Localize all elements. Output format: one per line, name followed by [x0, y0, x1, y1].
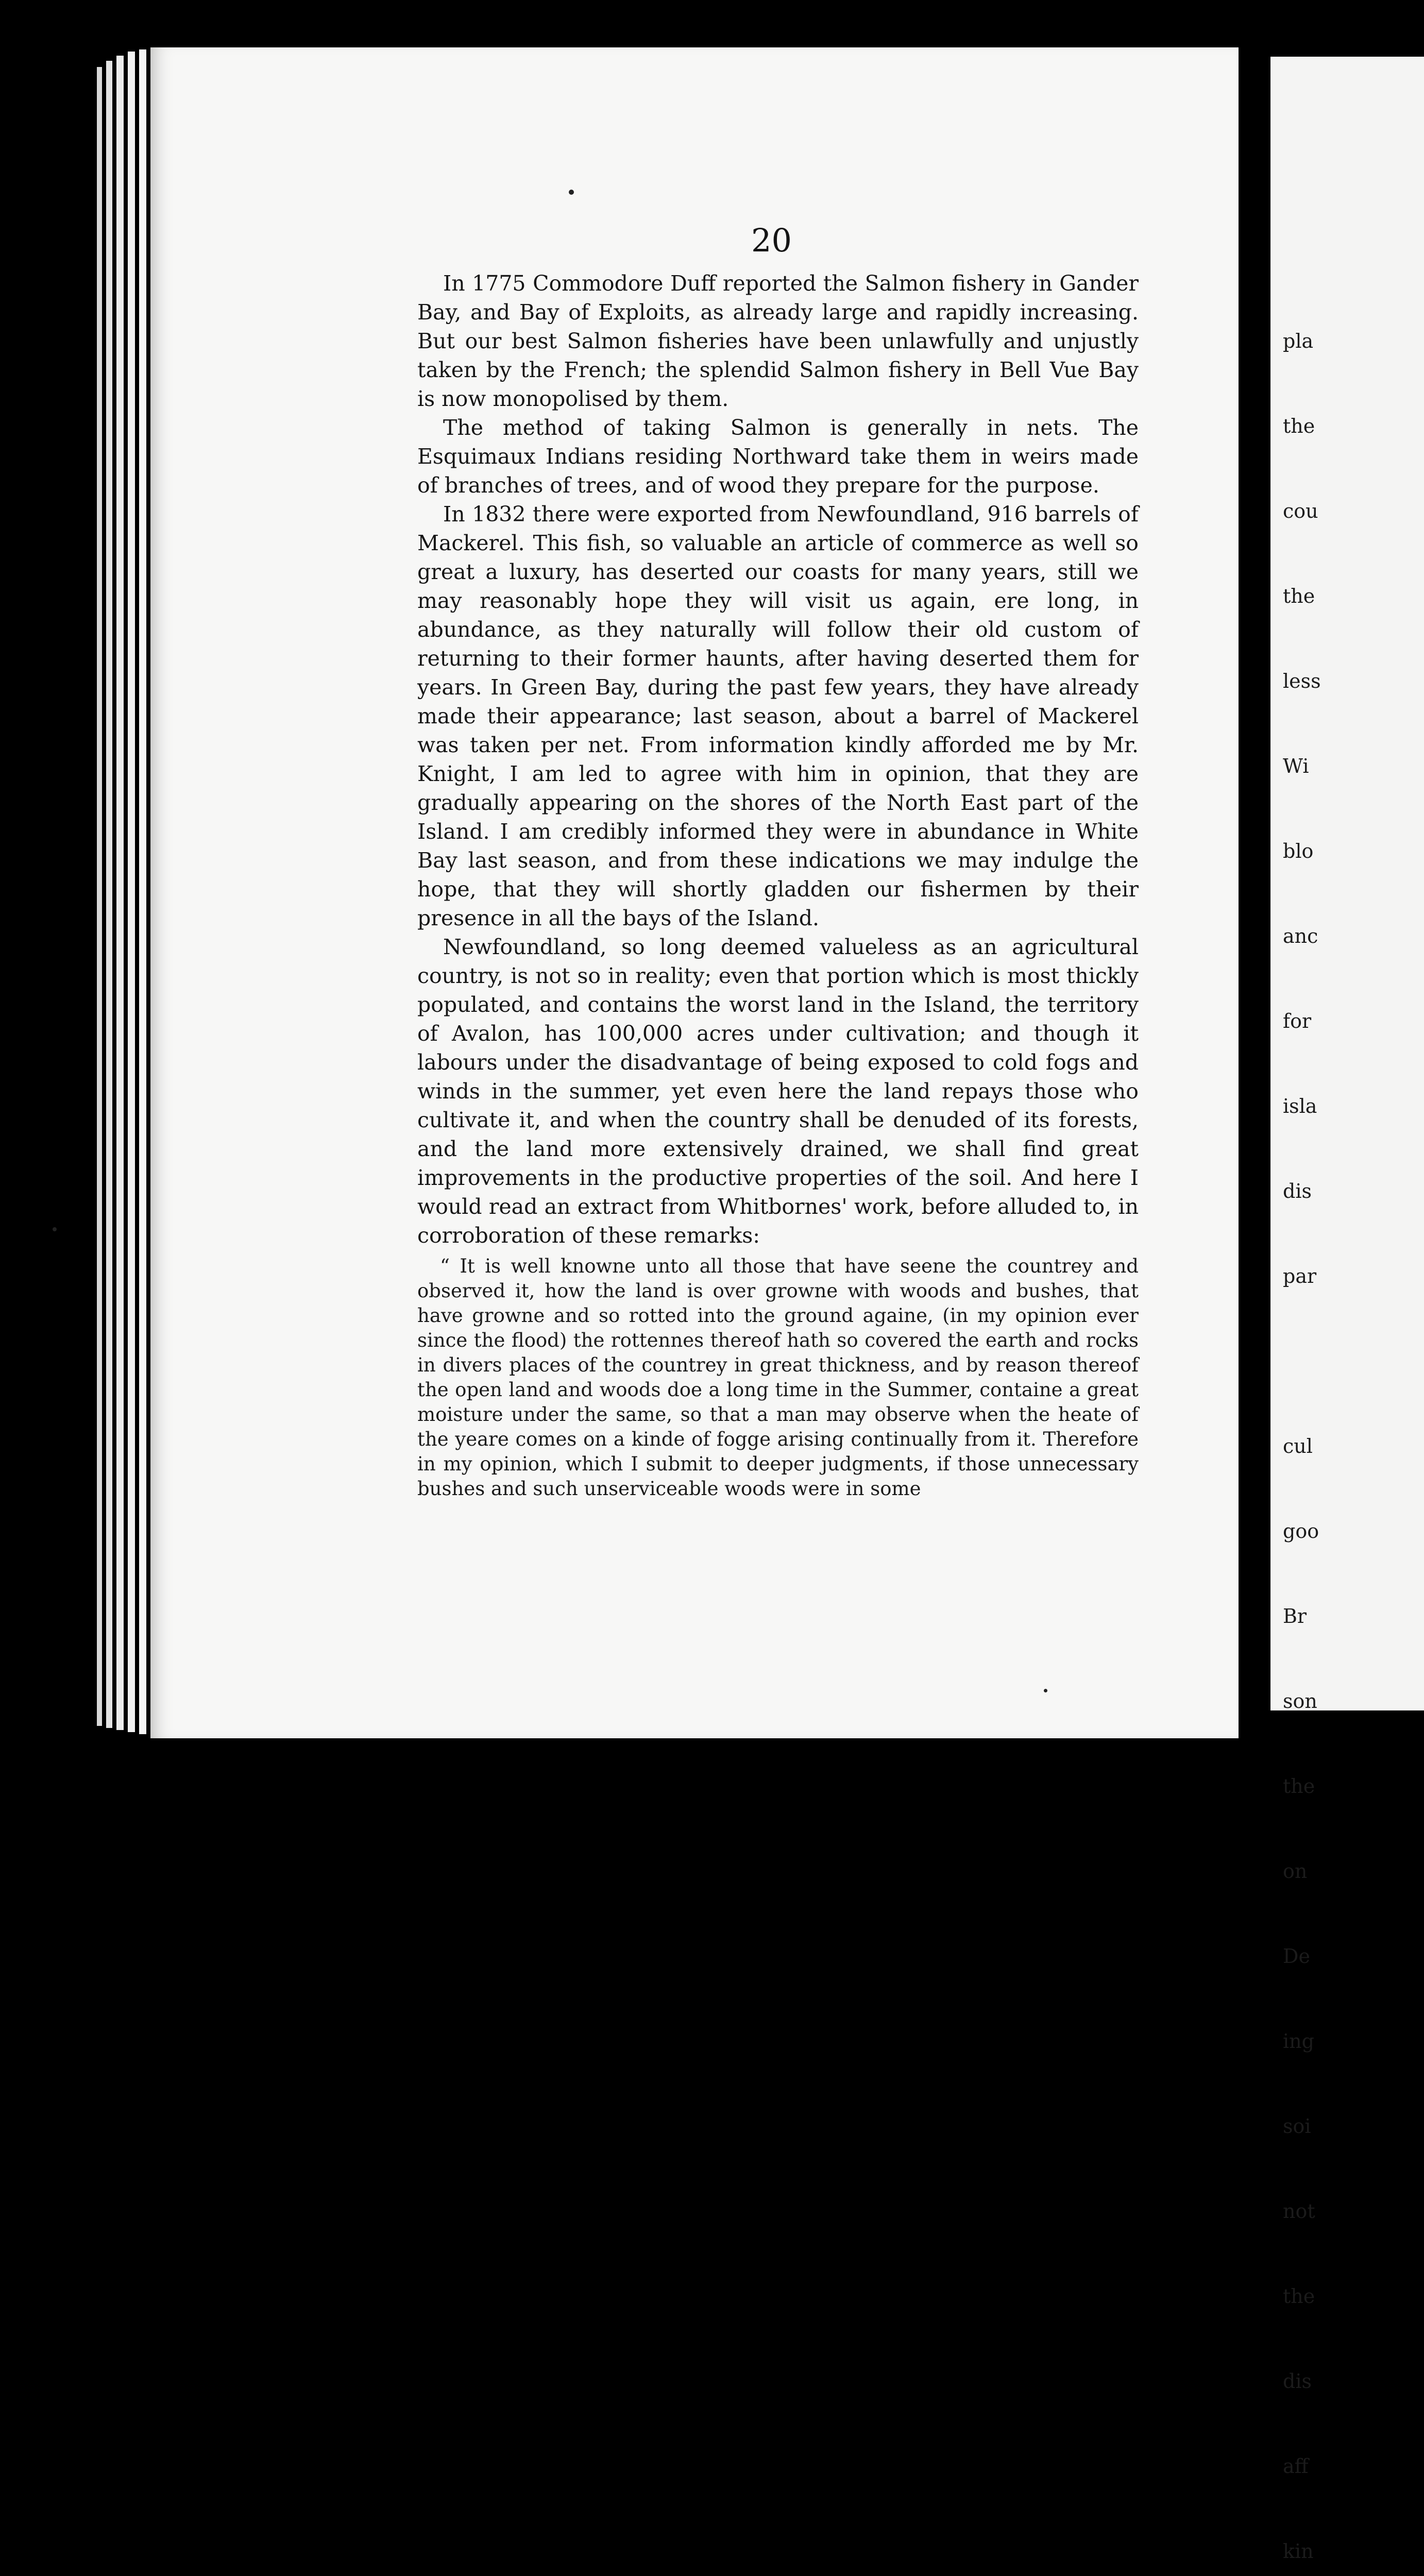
page-edge	[97, 67, 102, 1726]
paragraph-mackerel: In 1832 there were exported from Newfoundland, 916 barrels of Mackerel. This fish, so valuable an article of commerce as well so great a luxury, has deserted our coasts for many years, still we may reasonably hope they will visit us again, ere long, in abundance, as they naturally will follow their old custom of returning to their former haunts, after having deserted them for years. In Green Bay, during the past few years, they have already made their appearance; last season, about a barrel of Mackerel was taken per net. From information kindly afforded me by Mr. Knight, I am led to agree with him in opinion, that they are gradually appearing on the shores of the North East part of the Island. I am credibly informed they were in abundance in White Bay last season, and from these indications we may indulge the hope, that they will shortly gladden our fishermen by their presence in all the bays of the Island.	[417, 502, 1139, 930]
fragment: the	[1283, 1775, 1315, 1798]
paragraph-agriculture: Newfoundland, so long deemed valueless as an agricultural country, is not so in reality; even that portion which is most thickly populated, and contains the worst land in the Island, the territory of Avalon, has 100,000 acres under cultivation; and though it labours under the disadvantage of being exposed to cold fogs and winds in the summer, yet even here the land repays those who cultivate it, and when the country shall be denuded of its forests, and the land more extensively drained, we shall find great improvements in the productive properties of the soil. And here I would read an extract from Whitbornes' work, before alluded to, in corroboration of these remarks:	[417, 935, 1139, 1248]
fragment	[1283, 1347, 1321, 1376]
speck	[569, 190, 574, 195]
fragment: the	[1283, 2285, 1315, 2308]
fragment: pla	[1283, 330, 1314, 352]
fragment: son	[1283, 1690, 1317, 1713]
page-number: 20	[751, 222, 792, 259]
fragment: Br	[1283, 1605, 1307, 1628]
page-edge	[128, 52, 135, 1732]
speck	[1044, 1689, 1047, 1692]
fragment: dis	[1283, 2370, 1312, 2393]
fragment: par	[1283, 1265, 1317, 1287]
page-edge	[106, 61, 112, 1728]
fragment: cul	[1283, 1435, 1313, 1458]
fragment: the	[1283, 585, 1315, 607]
fragment: less	[1283, 670, 1321, 692]
paragraph-salmon-method: The method of taking Salmon is generally in nets. The Esquimaux Indians residing Northward take them in weirs made of branches of trees, and of wood they prepare for the purpose.	[417, 415, 1139, 498]
fragment: for	[1283, 1010, 1312, 1032]
fragment: the	[1283, 415, 1315, 437]
right-page-fragments	[1283, 270, 1321, 2576]
fragment: kin	[1283, 2540, 1314, 2563]
quote-whitbourne: “ It is well knowne unto all those that have seene the countrey and observed it, how the land is over growne with woods and bushes, that have growne and so rotted into the ground againe, (in my opinion ever since the flood) the rottennes thereof hath so covered the earth and rocks in divers places of the countrey in great thickness, and by reason thereof the open land and woods doe a long time in the Summer, containe a great moisture under the same, so that a man may observe when the heate of the yeare comes on a kinde of fogge arising continually from it. Therefore in my opinion, which I submit to deeper judgments, if those unnecessary bushes and such unserviceable woods were in some	[417, 1255, 1139, 1500]
fragment: aff	[1283, 2455, 1309, 2478]
fragment: not	[1283, 2200, 1315, 2223]
fragment: isla	[1283, 1095, 1317, 1117]
fragment: soi	[1283, 2115, 1311, 2138]
fragment: ing	[1283, 2030, 1314, 2053]
paragraph-salmon-fishery: In 1775 Commodore Duff reported the Salmon fishery in Gander Bay, and Bay of Exploits, as already large and rapidly increasing. But our best Salmon fisheries have been unlawfully and unjustly taken by the French; the splendid Salmon fishery in Bell Vue Bay is now monopolised by them.	[417, 271, 1139, 411]
fragment: Wi	[1283, 755, 1309, 777]
fragment: on	[1283, 1860, 1308, 1883]
fragment: goo	[1283, 1520, 1319, 1543]
fragment: De	[1283, 1945, 1310, 1968]
page-edge	[139, 49, 146, 1734]
fragment: dis	[1283, 1180, 1312, 1202]
speck	[53, 1227, 57, 1231]
fragment: blo	[1283, 840, 1314, 862]
body-text	[417, 269, 1139, 1501]
fragment: anc	[1283, 925, 1318, 947]
page-edge	[116, 56, 124, 1730]
fragment: cou	[1283, 500, 1318, 522]
right-page	[1270, 57, 1424, 2563]
